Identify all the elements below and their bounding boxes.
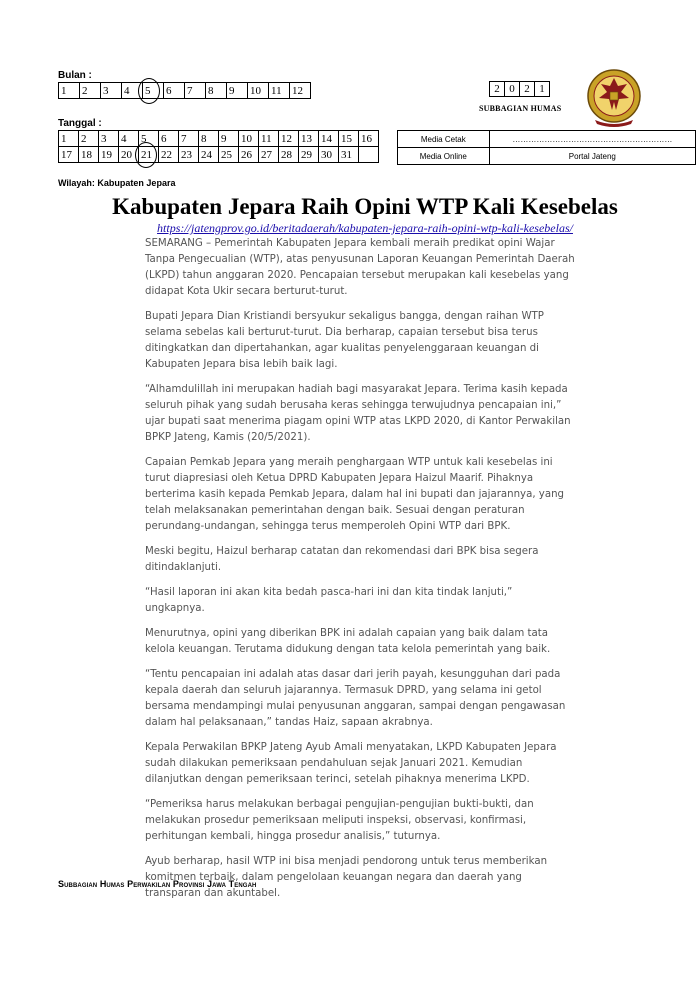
subbagian-humas-label: SUBBAGIAN HUMAS — [479, 104, 562, 113]
date-cell: 26 — [239, 147, 259, 163]
date-cell: 31 — [339, 147, 359, 163]
date-cell: 21 — [139, 147, 159, 163]
date-cell: 3 — [99, 131, 119, 147]
date-cell: 7 — [179, 131, 199, 147]
year-grid — [489, 81, 550, 97]
date-cell: 11 — [259, 131, 279, 147]
date-cell: 18 — [79, 147, 99, 163]
date-cell: 14 — [319, 131, 339, 147]
article-paragraph: Menurutnya, opini yang diberikan BPK ini adalah capaian yang baik dalam tata kelola keuangan. Terutama didukung dengan tata kelola pemerintah yang baik. — [145, 628, 551, 655]
year-digit-cell: 0 — [505, 82, 520, 97]
date-cell: 9 — [219, 131, 239, 147]
date-grid — [58, 130, 379, 163]
date-cell: 23 — [179, 147, 199, 163]
date-cell: 29 — [299, 147, 319, 163]
date-cell: 19 — [99, 147, 119, 163]
month-cell: 4 — [122, 83, 143, 99]
month-cell: 9 — [227, 83, 248, 99]
date-cell: 6 — [159, 131, 179, 147]
provincial-emblem-icon — [585, 66, 643, 130]
date-cell — [359, 147, 379, 163]
article-paragraph: Capaian Pemkab Jepara yang meraih penghargaan WTP untuk kali kesebelas ini turut diapresiasi oleh Ketua DPRD Kabupaten Jepara Haizul Maarif. Pihaknya berterima kasih kepada Pemkab Jepara, dalam hal ini bupati dan jajarannya, yang telah melaksanakan pemerintahan dengan baik. Sesuai dengan peraturan perundang-undangan, sehingga terus memperoleh Opini WTP dari BPK. — [145, 457, 564, 532]
article-paragraph: “Hasil laporan ini akan kita bedah pasca-hari ini dan kita tindak lanjuti,” ungkapnya. — [145, 587, 513, 614]
article-paragraph: “Alhamdulillah ini merupakan hadiah bagi masyarakat Jepara. Terima kasih kepada seluruh pihak yang sudah berusaha keras sehingga terwujudnya pencapaian ini,” ujar bupati saat menerima piagam opini WTP atas LKPD 2020, di Kantor Perwakilan BPKP Jateng, Kamis (20/5/2021). — [145, 384, 571, 443]
date-cell: 25 — [219, 147, 239, 163]
article-paragraph: “Pemeriksa harus melakukan berbagai pengujian-pengujian bukti-bukti, dan melakukan prosedur pemeriksaan meliputi inspeksi, observasi, konfirmasi, perhitungan kembali, hingga prosedur analisis,” tuturnya. — [145, 799, 534, 842]
article-body — [145, 236, 575, 911]
date-cell: 17 — [59, 147, 79, 163]
month-cell: 6 — [164, 83, 185, 99]
month-cell: 1 — [59, 83, 80, 99]
year-digit-cell: 2 — [490, 82, 505, 97]
date-cell: 24 — [199, 147, 219, 163]
media-online-value: Portal Jateng — [489, 148, 695, 165]
date-cell: 20 — [119, 147, 139, 163]
date-cell: 13 — [299, 131, 319, 147]
date-cell: 10 — [239, 131, 259, 147]
month-cell: 8 — [206, 83, 227, 99]
date-cell: 16 — [359, 131, 379, 147]
date-cell: 22 — [159, 147, 179, 163]
article-paragraph: Meski begitu, Haizul berharap catatan dan rekomendasi dari BPK bisa segera ditindaklanjuti. — [145, 546, 539, 573]
month-grid — [58, 82, 311, 99]
article-paragraph: Ayub berharap, hasil WTP ini bisa menjadi pendorong untuk terus memberikan komitmen terbaik, dalam pengelolaan keuangan negara dan daerah yang transparan dan akuntabel. — [145, 856, 548, 899]
tanggal-label: Tanggal : — [58, 118, 102, 129]
year-digit-cell: 1 — [535, 82, 550, 97]
article-paragraph: Kepala Perwakilan BPKP Jateng Ayub Amali menyatakan, LKPD Kabupaten Jepara sudah dilakukan pemeriksaan pendahuluan sejak Januari 2021. Kemudian dilanjutkan dengan pemeriksaan terinci, setelah pihaknya menerima LKPD. — [145, 742, 557, 785]
footer-text: Subbagian Humas Perwakilan Provinsi Jawa Tengah — [58, 879, 257, 889]
article-title: Kabupaten Jepara Raih Opini WTP Kali Kesebelas — [112, 194, 618, 219]
date-cell: 28 — [279, 147, 299, 163]
source-link[interactable]: https://jatengprov.go.id/beritadaerah/kabupaten-jepara-raih-opini-wtp-kali-kesebelas/ — [157, 221, 573, 235]
month-cell: 10 — [248, 83, 269, 99]
wilayah-label: Wilayah: Kabupaten Jepara — [58, 178, 176, 188]
article-paragraph: “Tentu pencapaian ini adalah atas dasar dari jerih payah, kesungguhan dari pada kepala daerah dan seluruh jajarannya. Termasuk DPRD, yang selama ini getol bersama mendampingi mulai penyusunan anggaran, sampai dengan pengawasan dalam hal pelaksanaan,” tandas Haiz, sapaan akrabnya. — [145, 669, 566, 728]
date-cell: 27 — [259, 147, 279, 163]
media-cetak-value: …………………………………………………… — [489, 131, 695, 148]
date-cell: 8 — [199, 131, 219, 147]
media-table — [397, 130, 696, 165]
article-paragraph: Bupati Jepara Dian Kristiandi bersyukur sekaligus bangga, dengan raihan WTP selama sebelas kali berturut-turut. Dia berharap, capaian tersebut bisa terus ditingkatkan dan dipertahankan, agar kualitas penyelenggaraan keuangan di Kabupaten Jepara bisa lebih baik lagi. — [145, 311, 544, 370]
date-cell: 1 — [59, 131, 79, 147]
date-cell: 5 — [139, 131, 159, 147]
date-cell: 4 — [119, 131, 139, 147]
year-digit-cell: 2 — [520, 82, 535, 97]
month-cell: 11 — [269, 83, 290, 99]
date-cell: 30 — [319, 147, 339, 163]
month-cell: 7 — [185, 83, 206, 99]
date-cell: 15 — [339, 131, 359, 147]
month-cell: 3 — [101, 83, 122, 99]
month-cell: 2 — [80, 83, 101, 99]
bulan-label: Bulan : — [58, 70, 92, 81]
date-cell: 2 — [79, 131, 99, 147]
article-paragraph: SEMARANG – Pemerintah Kabupaten Jepara kembali meraih predikat opini Wajar Tanpa Pengecualian (WTP), atas penyusunan Laporan Keuangan Pemerintah Daerah (LKPD) tahun anggaran 2020. Pencapaian tersebut merupakan kali kesebelas yang didapat Kota Ukir secara berturut-turut. — [145, 238, 575, 297]
media-online-label: Media Online — [398, 148, 490, 165]
month-cell: 12 — [290, 83, 311, 99]
date-cell: 12 — [279, 131, 299, 147]
media-cetak-label: Media Cetak — [398, 131, 490, 148]
month-cell: 5 — [143, 83, 164, 99]
